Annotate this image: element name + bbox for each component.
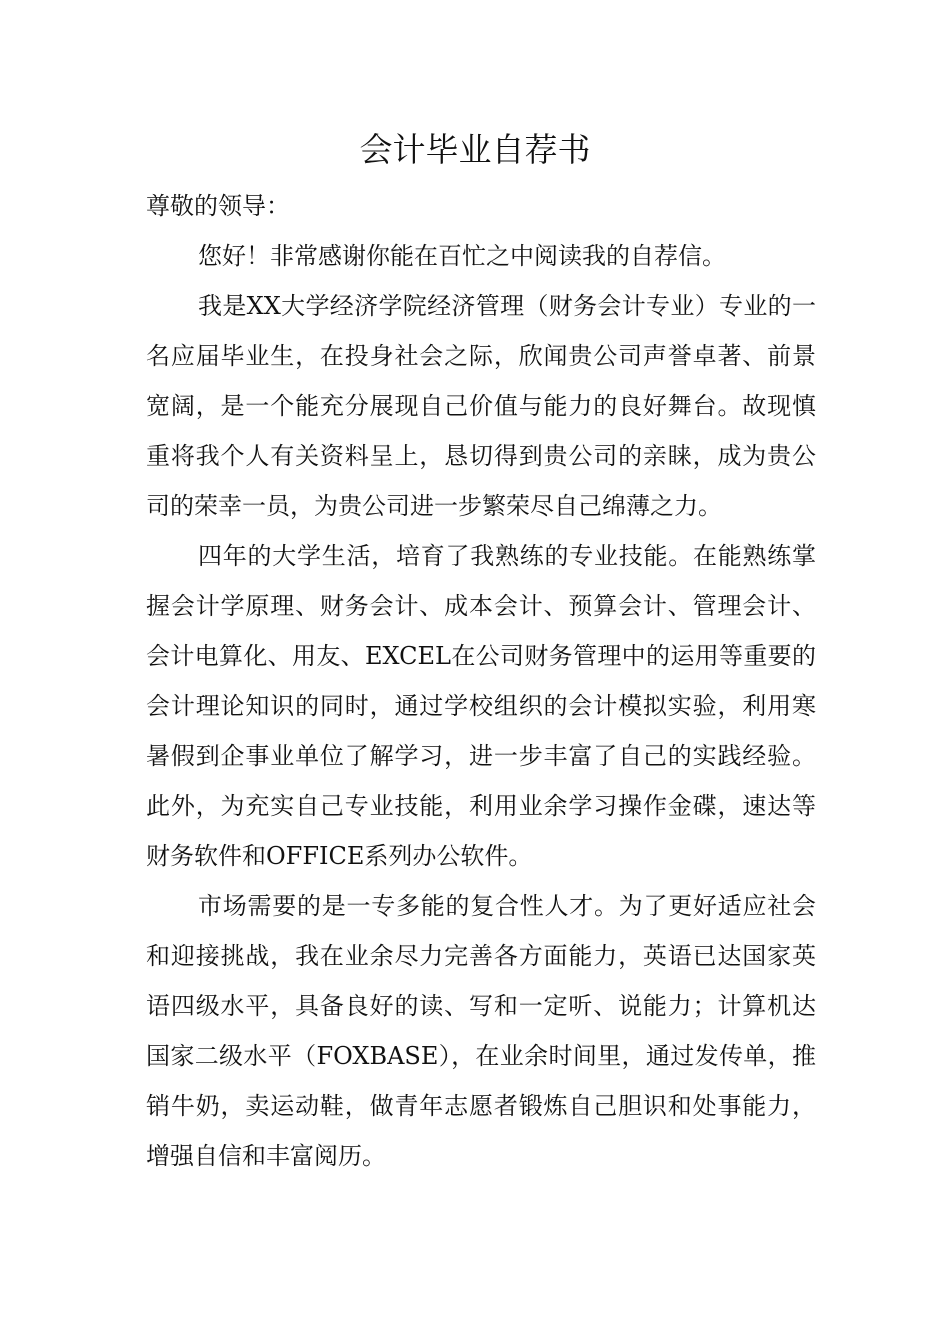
document-title: 会计毕业自荐书 — [359, 130, 591, 169]
paragraph-skills: 四年的大学生活，培育了我熟练的专业技能。在能熟练掌握会计学原理、财务会计、成本会计、预算会计、管理会计、会计电算化、用友、EXCEL在公司财务管理中的运用等重要的会计理论知识的同时，通过学校组织的会计模拟实验，利用寒暑假到企事业单位了解学习，进一步丰富了自己的实践经验。此外，为充实自己专业技能，利用业余学习操作金碟，速达等财务软件和OFFICE系列办公软件。 — [146, 542, 816, 870]
paragraph-abilities: 市场需要的是一专多能的复合性人才。为了更好适应社会和迎接挑战，我在业余尽力完善各方面能力，英语已达国家英语四级水平，具备良好的读、写和一定听、说能力；计算机达国家二级水平（FOXBASE），在业余时间里，通过发传单，推销牛奶，卖运动鞋，做青年志愿者锻炼自己胆识和处事能力，增强自信和丰富阅历。 — [146, 892, 816, 1170]
paragraph-greeting: 您好！非常感谢你能在百忙之中阅读我的自荐信。 — [198, 242, 726, 270]
document-body — [146, 181, 816, 1181]
paragraph-introduction: 我是XX大学经济学院经济管理（财务会计专业）专业的一名应届毕业生，在投身社会之际，欣闻贵公司声誉卓著、前景宽阔，是一个能充分展现自己价值与能力的良好舞台。故现慎重将我个人有关资料呈上，恳切得到贵公司的亲睐，成为贵公司的荣幸一员，为贵公司进一步繁荣尽自己绵薄之力。 — [146, 292, 816, 520]
salutation: 尊敬的领导： — [146, 192, 290, 220]
